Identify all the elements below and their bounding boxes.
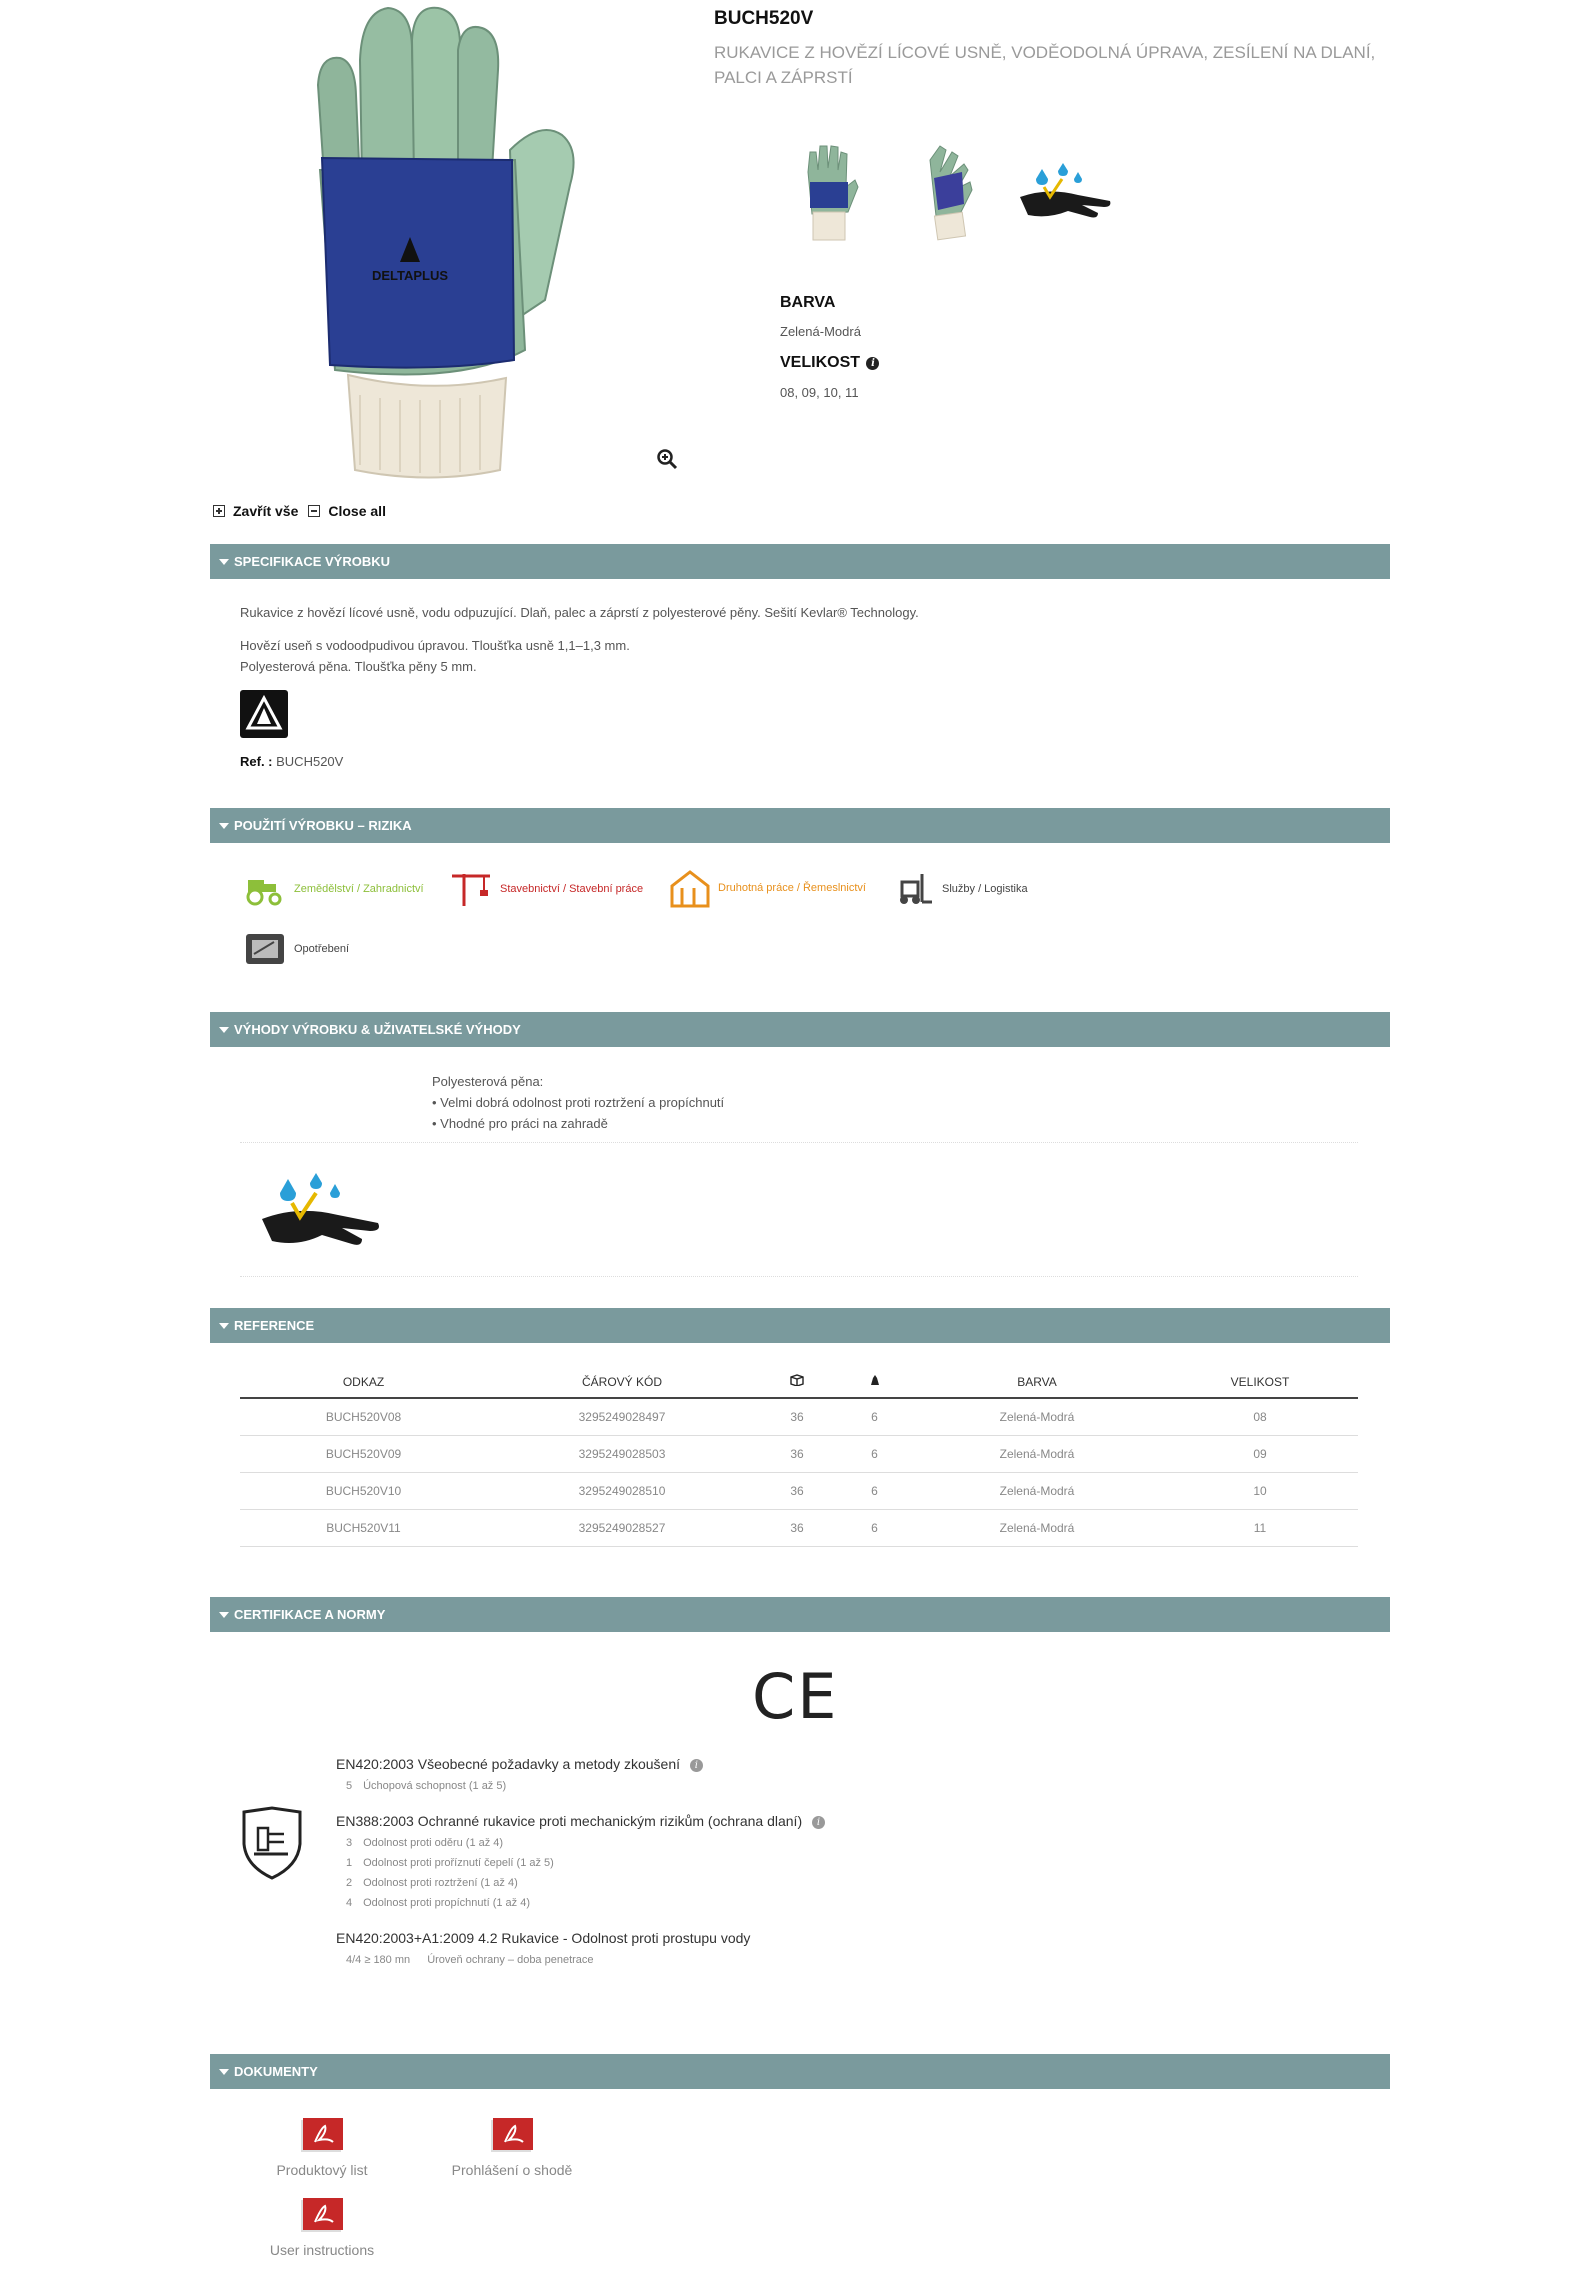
thumbnail-glove-front[interactable] <box>782 138 878 246</box>
col-size: VELIKOST <box>1162 1366 1358 1398</box>
section-title: REFERENCE <box>234 1318 315 1333</box>
norm-level: 3 <box>346 1837 353 1849</box>
section-title: POUŽITÍ VÝROBKU – RIZIKA <box>234 818 412 833</box>
expand-all-toggle[interactable] <box>213 503 298 519</box>
col-color: BARVA <box>912 1366 1162 1398</box>
cell-pack-qty: 6 <box>837 1435 912 1472</box>
norm-row <box>336 1857 554 1869</box>
caret-down-icon <box>219 1612 229 1618</box>
benefit-item: • Velmi dobrá odolnost proti roztržení a propíchnutí <box>432 1095 725 1110</box>
zoom-icon[interactable] <box>655 447 679 471</box>
info-icon[interactable]: i <box>812 1816 825 1829</box>
en388-shield-icon <box>240 1806 304 1885</box>
thumbnail-waterproof-icon[interactable] <box>1018 138 1114 246</box>
norm-title-text: EN388:2003 Ochranné rukavice proti mechanickým rizikům (ochrana dlaní) <box>336 1813 803 1829</box>
cell-size: 11 <box>1162 1509 1358 1546</box>
norm-desc: Odolnost proti proříznutí čepelí (1 až 5) <box>363 1857 554 1869</box>
norm-title-text: EN420:2003 Všeobecné požadavky a metody zkoušení <box>336 1756 681 1772</box>
table-row <box>240 1435 1358 1472</box>
risk-label: Služby / Logistika <box>942 883 1028 895</box>
col-ref: ODKAZ <box>240 1366 487 1398</box>
norm-row <box>336 1837 503 1849</box>
spec-foam: Polyesterová pěna. Tloušťka pěny 5 mm. <box>240 659 477 674</box>
cell-color: Zelená-Modrá <box>912 1398 1162 1435</box>
crane-icon <box>450 870 492 908</box>
cell-ref: BUCH520V09 <box>240 1435 487 1472</box>
divider <box>240 1142 1358 1143</box>
document-declaration-of-conformity[interactable] <box>442 2118 582 2178</box>
pdf-icon <box>299 2118 345 2154</box>
info-icon[interactable]: i <box>690 1759 703 1772</box>
pdf-icon <box>299 2198 345 2234</box>
document-user-instructions[interactable] <box>262 2198 382 2258</box>
risk-label: Druhotná práce / Řemeslnictví <box>718 882 866 894</box>
reference-table <box>240 1366 1358 1547</box>
norm-level: 4 <box>346 1897 353 1909</box>
caret-down-icon <box>219 1027 229 1033</box>
norm-level: 4/4 ≥ 180 mn <box>346 1954 411 1966</box>
document-label: User instructions <box>269 2242 375 2258</box>
document-label: Produktový list <box>276 2162 368 2178</box>
ce-mark: CE <box>752 1660 839 1733</box>
norm-row <box>346 1954 594 1966</box>
section-title: DOKUMENTY <box>234 2064 318 2079</box>
norm-desc: Odolnost proti propíchnutí (1 až 4) <box>363 1897 530 1909</box>
risk-secondary-work[interactable] <box>668 868 866 908</box>
bag-icon <box>870 1374 880 1386</box>
pdf-icon <box>489 2118 535 2154</box>
risk-agriculture[interactable] <box>244 872 424 906</box>
cell-color: Zelená-Modrá <box>912 1472 1162 1509</box>
thumbnail-glove-back[interactable] <box>900 138 996 246</box>
abrasion-icon <box>244 932 286 966</box>
size-label: VELIKOST <box>780 354 861 371</box>
col-pack-qty <box>837 1366 912 1398</box>
cell-pack-qty: 6 <box>837 1509 912 1546</box>
benefit-heading: Polyesterová pěna: <box>432 1074 544 1089</box>
cell-ref: BUCH520V10 <box>240 1472 487 1509</box>
info-icon[interactable]: i <box>866 357 879 370</box>
caret-down-icon <box>219 1323 229 1329</box>
table-row <box>240 1472 1358 1509</box>
color-value: Zelená-Modrá <box>780 324 861 339</box>
norm-row <box>336 1897 530 1909</box>
glove-image <box>300 0 600 480</box>
norm-water-title: EN420:2003+A1:2009 4.2 Rukavice - Odolnost proti prostupu vody <box>336 1930 751 1946</box>
plus-square-icon <box>213 505 225 517</box>
section-header-benefits[interactable] <box>210 1012 1390 1047</box>
cell-barcode: 3295249028510 <box>487 1472 757 1509</box>
norm-row <box>336 1780 506 1792</box>
document-label: Prohlášení o shodě <box>451 2162 573 2178</box>
tractor-icon <box>244 872 286 906</box>
caret-down-icon <box>219 2069 229 2075</box>
norm-desc: Úroveň ochrany – doba penetrace <box>427 1954 594 1966</box>
waterproof-hand-icon <box>258 1165 384 1256</box>
norm-desc: Odolnost proti oděru (1 až 4) <box>363 1837 504 1849</box>
expand-all-label: Zavřít vše <box>233 503 299 519</box>
box-icon <box>790 1374 804 1386</box>
collapse-all-toggle[interactable] <box>308 503 386 519</box>
product-main-image[interactable] <box>300 0 600 480</box>
section-title: CERTIFIKACE A NORMY <box>234 1607 386 1622</box>
cell-size: 08 <box>1162 1398 1358 1435</box>
cell-box-qty: 36 <box>757 1509 837 1546</box>
cell-size: 10 <box>1162 1472 1358 1509</box>
spec-description: Rukavice z hovězí lícové usně, vodu odpuzující. Dlaň, palec a záprstí z polyesterové pěny. Sešití Kevlar® Technology. <box>240 605 919 620</box>
minus-square-icon <box>308 505 320 517</box>
table-row <box>240 1398 1358 1435</box>
product-code: BUCH520V <box>714 8 814 29</box>
house-icon <box>668 868 710 908</box>
risk-logistics[interactable] <box>892 872 1028 906</box>
cell-color: Zelená-Modrá <box>912 1435 1162 1472</box>
ref-label: Ref. : <box>240 754 273 769</box>
size-value: 08, 09, 10, 11 <box>780 385 859 400</box>
cell-ref: BUCH520V08 <box>240 1398 487 1435</box>
risk-wear[interactable] <box>244 932 349 966</box>
cell-size: 09 <box>1162 1435 1358 1472</box>
risk-label: Stavebnictví / Stavební práce <box>500 883 644 895</box>
benefit-item: • Vhodné pro práci na zahradě <box>432 1116 608 1131</box>
divider <box>240 1276 1358 1277</box>
spec-leather: Hovězí useň s vodoodpudivou úpravou. Tloušťka usně 1,1–1,3 mm. <box>240 638 630 653</box>
col-barcode: ČÁROVÝ KÓD <box>487 1366 757 1398</box>
risk-label: Zemědělství / Zahradnictví <box>294 883 424 895</box>
caret-down-icon <box>219 559 229 565</box>
product-title: RUKAVICE Z HOVĚZÍ LÍCOVÉ USNĚ, VODĚODOLNÁ ÚPRAVA, ZESÍLENÍ NA DLANÍ, PALCI A ZÁPRSTÍ <box>714 43 1376 87</box>
risk-label: Opotřebení <box>294 943 350 955</box>
section-header-documents[interactable] <box>210 2054 1390 2089</box>
cell-box-qty: 36 <box>757 1435 837 1472</box>
collapse-all-label: Close all <box>328 503 386 519</box>
svg-text:DELTAPLUS: DELTAPLUS <box>371 268 449 283</box>
section-header-specification[interactable] <box>210 544 1390 579</box>
norm-level: 5 <box>346 1780 353 1792</box>
table-row <box>240 1509 1358 1546</box>
cell-ref: BUCH520V11 <box>240 1509 487 1546</box>
cell-barcode: 3295249028503 <box>487 1435 757 1472</box>
section-title: VÝHODY VÝROBKU & UŽIVATELSKÉ VÝHODY <box>234 1022 521 1037</box>
norm-en420-title <box>336 1756 703 1772</box>
size-label-wrap <box>780 354 879 372</box>
ref-value: BUCH520V <box>276 754 344 769</box>
spec-ref <box>240 751 343 772</box>
cell-pack-qty: 6 <box>837 1472 912 1509</box>
caret-down-icon <box>219 823 229 829</box>
section-title: SPECIFIKACE VÝROBKU <box>234 554 391 569</box>
forklift-icon <box>892 872 934 906</box>
deltaplus-logo-icon <box>240 690 288 738</box>
cell-barcode: 3295249028497 <box>487 1398 757 1435</box>
norm-level: 2 <box>346 1877 353 1889</box>
cell-barcode: 3295249028527 <box>487 1509 757 1546</box>
norm-desc: Odolnost proti roztržení (1 až 4) <box>363 1877 518 1889</box>
norm-row <box>336 1877 518 1889</box>
cell-box-qty: 36 <box>757 1398 837 1435</box>
table-header-row <box>240 1366 1358 1398</box>
section-header-usage[interactable] <box>210 808 1390 843</box>
color-label: BARVA <box>780 294 836 311</box>
col-box-qty <box>757 1366 837 1398</box>
cell-color: Zelená-Modrá <box>912 1509 1162 1546</box>
section-header-certifications[interactable] <box>210 1597 1390 1632</box>
norm-en388-title <box>336 1813 825 1829</box>
risk-construction[interactable] <box>450 870 643 908</box>
cell-box-qty: 36 <box>757 1472 837 1509</box>
thumbnail-list <box>782 138 1114 246</box>
norm-level: 1 <box>346 1857 353 1869</box>
cell-pack-qty: 6 <box>837 1398 912 1435</box>
expand-collapse-toggles <box>213 503 386 519</box>
section-header-reference[interactable] <box>210 1308 1390 1343</box>
norm-desc: Úchopová schopnost (1 až 5) <box>363 1780 507 1792</box>
document-product-sheet[interactable] <box>262 2118 382 2178</box>
